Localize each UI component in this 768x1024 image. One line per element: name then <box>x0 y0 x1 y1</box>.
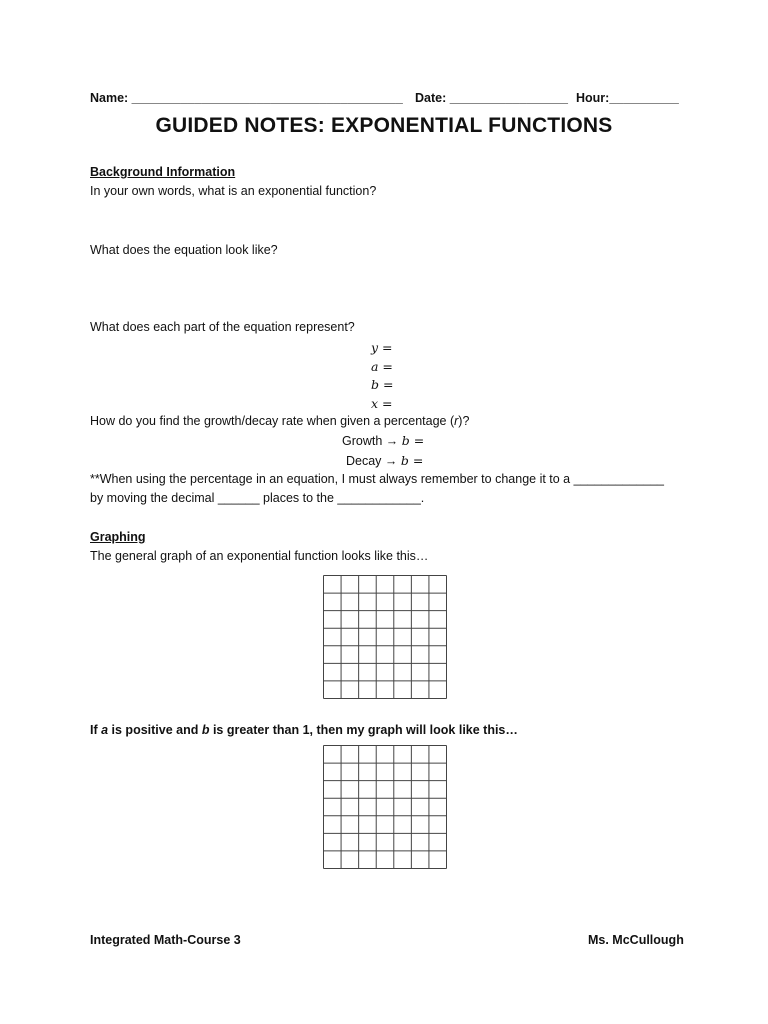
question-rate-pre: How do you find the growth/decay rate when given a percentage ( <box>90 414 455 428</box>
graphing-case <box>90 723 518 737</box>
graphing-case-mid: is positive and <box>108 723 202 737</box>
grid-svg <box>323 745 447 869</box>
var-a: a = <box>371 359 393 374</box>
question-rate-var: r <box>454 414 459 428</box>
decay-math: b = <box>400 453 424 468</box>
question-equation: What does the equation look like? <box>90 243 278 257</box>
grid-svg <box>323 575 447 699</box>
graphing-case-post: is greater than 1, then my graph will look like this… <box>209 723 518 737</box>
question-rate <box>90 414 469 428</box>
background-heading: Background Information <box>90 165 236 179</box>
growth-math: b = <box>401 433 425 448</box>
footer-teacher: Ms. McCullough <box>588 933 684 947</box>
question-rate-post: )? <box>458 414 470 428</box>
question-definition: In your own words, what is an exponential function? <box>90 184 377 198</box>
var-y: y = <box>371 340 393 355</box>
graphing-case-a: a <box>101 723 109 737</box>
graph-grid-growth <box>323 745 447 869</box>
graphing-heading: Graphing <box>90 530 146 544</box>
var-b: b = <box>371 377 394 392</box>
note-line-2: by moving the decimal ______ places to the ____________. <box>90 491 425 505</box>
var-x: x = <box>371 396 393 411</box>
footer-course: Integrated Math-Course 3 <box>90 933 241 947</box>
decay-row <box>346 453 423 468</box>
page-title: GUIDED NOTES: EXPONENTIAL FUNCTIONS <box>155 114 613 137</box>
name-field-label: Name: _______________________________________ <box>90 91 403 105</box>
graph-grid-general <box>323 575 447 699</box>
arrow-right-icon: → <box>385 434 399 448</box>
arrow-right-icon: → <box>384 454 398 468</box>
graphing-case-pre: If <box>90 723 102 737</box>
hour-field-label: Hour:__________ <box>576 91 679 105</box>
date-field-label: Date: _________________ <box>415 91 568 105</box>
growth-row <box>342 433 424 448</box>
graphing-general: The general graph of an exponential function looks like this… <box>90 549 429 563</box>
question-parts: What does each part of the equation represent? <box>90 320 355 334</box>
note-line-1: **When using the percentage in an equation, I must always remember to change it to a _____________ <box>90 472 664 486</box>
growth-label: Growth <box>342 434 383 448</box>
graphing-case-b: b <box>201 723 210 737</box>
decay-label: Decay <box>346 454 382 468</box>
